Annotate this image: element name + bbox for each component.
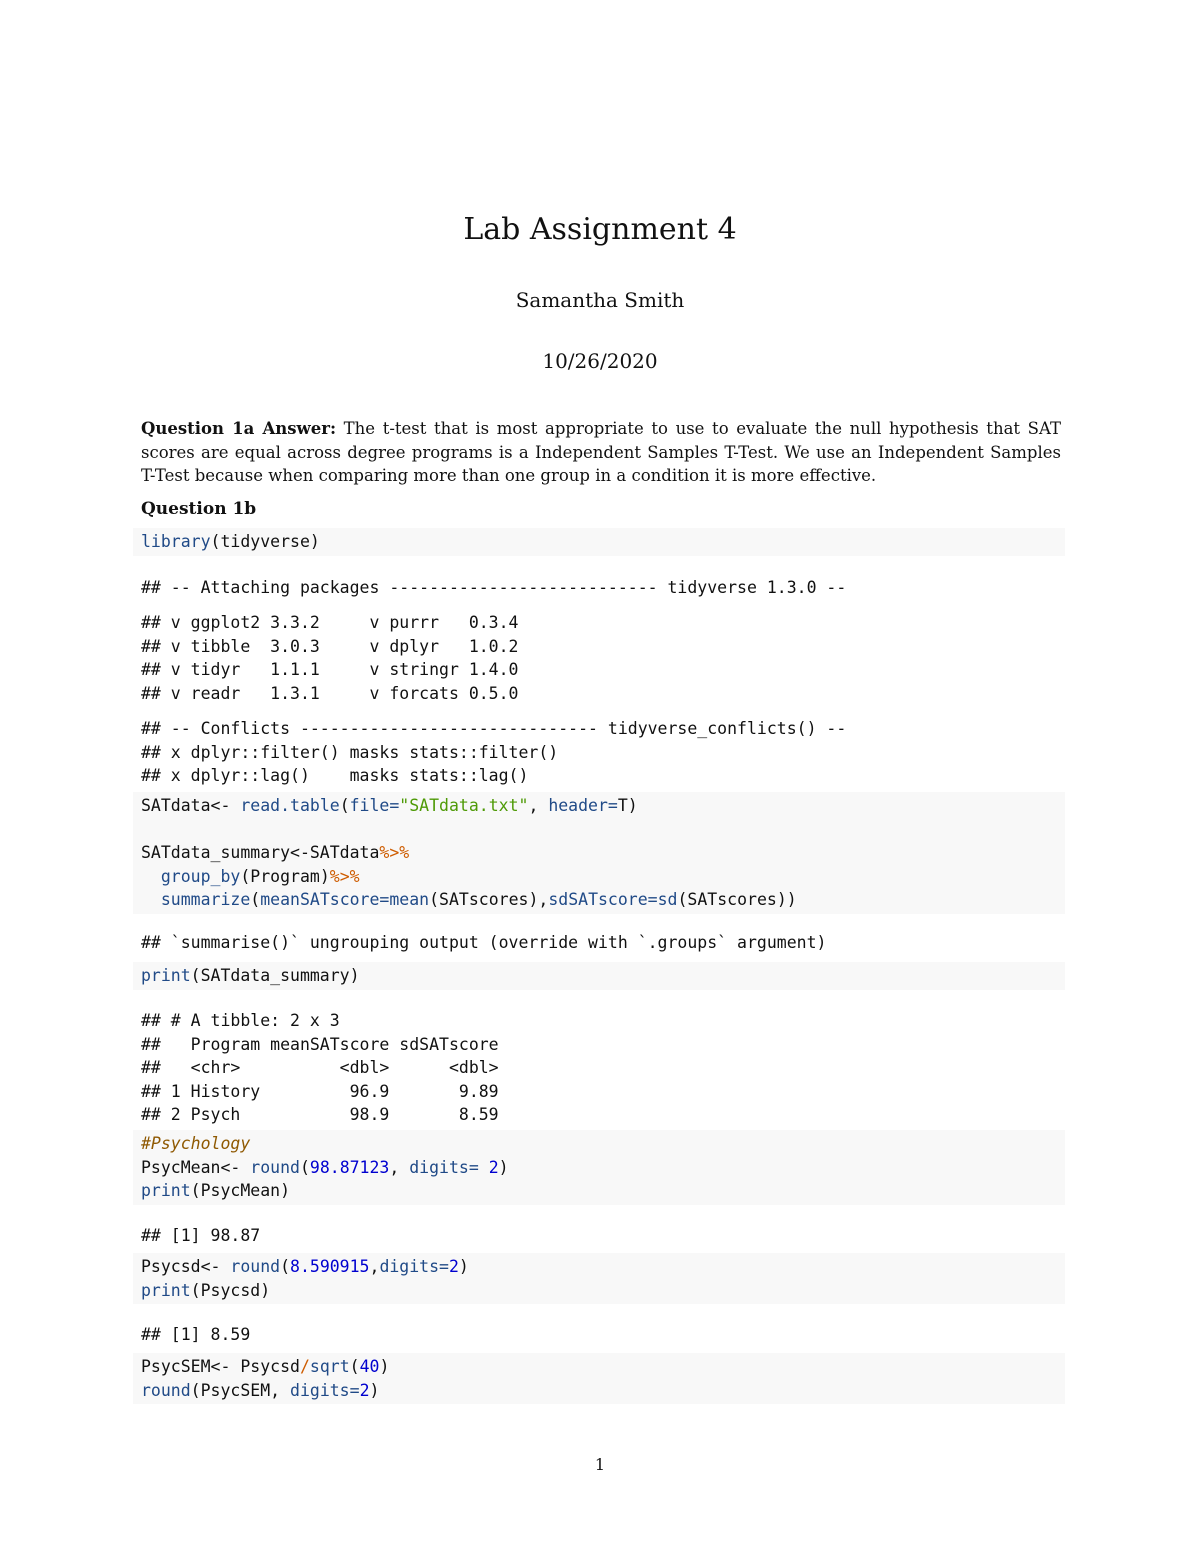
- code-token: (SATdata_summary): [190, 966, 360, 985]
- output-psych-mean: [141, 1224, 260, 1248]
- code-chunk-psych-mean: [133, 1130, 1065, 1205]
- page-number: 1: [594, 1455, 606, 1474]
- question-1b-heading: Question 1b: [141, 499, 257, 519]
- code-token: T): [617, 796, 638, 815]
- question-1a-paragraph: [141, 417, 1061, 488]
- code-token: (: [349, 1357, 360, 1376]
- code-token: 2: [488, 1157, 499, 1177]
- output-attaching-packages: [141, 576, 846, 600]
- output-line: ## x dplyr::filter() masks stats::filter(): [141, 742, 559, 762]
- output-line: ## 2 Psych 98.9 8.59: [141, 1105, 499, 1124]
- document-date: 10/26/2020: [542, 349, 658, 373]
- code-token: 8.590915: [290, 1257, 370, 1276]
- code-token: round: [250, 1157, 300, 1177]
- code-token: SATdata_summary<-SATdata: [141, 843, 380, 862]
- output-line: ## `summarise()` ungrouping output (override with `.groups` argument): [141, 933, 827, 952]
- code-token: ): [379, 1357, 390, 1376]
- code-token: digits=: [290, 1380, 360, 1400]
- output-line: ## v readr 1.3.1 v forcats 0.5.0: [141, 683, 519, 703]
- output-line: ## [1] 8.59: [141, 1325, 251, 1344]
- code-token: (PsycSEM,: [190, 1380, 291, 1400]
- code-token: (PsycMean): [190, 1181, 291, 1200]
- code-token: read.table: [240, 796, 340, 815]
- code-token: SATdata<-: [141, 796, 241, 815]
- code-token: (Psycsd): [190, 1280, 271, 1300]
- code-token: round: [141, 1380, 191, 1400]
- code-token: 2: [359, 1380, 370, 1400]
- code-chunk-read-summary: [133, 792, 1065, 914]
- code-token: /: [299, 1357, 310, 1376]
- document-title: Lab Assignment 4: [463, 212, 737, 247]
- code-token: library: [141, 532, 211, 551]
- code-token: header=: [548, 796, 618, 815]
- output-line: ## <chr> <dbl> <dbl>: [141, 1058, 499, 1077]
- code-chunk-psych-sem: [133, 1353, 1065, 1404]
- code-token: ): [369, 1380, 380, 1400]
- code-token: ,: [528, 796, 549, 815]
- document-author: Samantha Smith: [515, 288, 685, 312]
- code-token: (: [299, 1157, 310, 1177]
- code-token: sdSATscore=: [548, 890, 658, 909]
- code-token: ,: [369, 1257, 380, 1276]
- code-token: (SATscores)): [677, 890, 797, 909]
- output-package-versions: [141, 611, 519, 705]
- code-token: file=: [349, 796, 400, 815]
- code-token: sd: [657, 890, 678, 909]
- code-token: meanSATscore=: [260, 890, 390, 909]
- code-token: [141, 890, 161, 909]
- code-token: ): [498, 1157, 509, 1177]
- output-line: ## Program meanSATscore sdSATscore: [141, 1034, 499, 1054]
- code-token: (SATscores),: [429, 890, 549, 909]
- code-comment: #Psychology: [141, 1134, 251, 1153]
- code-token: (: [280, 1257, 291, 1276]
- code-chunk-psych-sd: [133, 1253, 1065, 1304]
- output-line: ## -- Conflicts ------------------------------ tidyverse_conflicts() --: [141, 719, 847, 738]
- code-token: (Program): [240, 866, 330, 886]
- code-token: summarize: [160, 890, 251, 909]
- code-chunk-library: [133, 528, 1065, 556]
- code-token: print: [141, 966, 191, 985]
- code-token: round: [230, 1257, 281, 1276]
- code-token: [479, 1158, 489, 1177]
- code-token: (: [339, 796, 350, 815]
- output-tibble: [141, 1009, 499, 1127]
- code-token: print: [141, 1181, 191, 1200]
- output-line: ## v ggplot2 3.3.2 v purrr 0.3.4: [141, 613, 519, 632]
- code-token: (: [250, 890, 261, 909]
- code-token: Psycsd<-: [141, 1257, 231, 1276]
- code-token: PsycMean<-: [141, 1157, 251, 1177]
- code-token: ): [458, 1257, 469, 1276]
- code-token: digits=: [409, 1157, 479, 1177]
- question-1a-answer: The t-test that is most appropriate to use to evaluate the null hypothesis that SAT scores are equal across degree programs is a Independent Samples T-Test. We use an Independent Samples T-Test because when comparing more than one group in a condition it is more effective.: [141, 419, 1061, 485]
- code-token: ,: [389, 1157, 410, 1177]
- output-line: ## -- Attaching packages --------------------------- tidyverse 1.3.0 --: [141, 578, 847, 597]
- code-token: print: [141, 1280, 191, 1300]
- output-line: ## [1] 98.87: [141, 1226, 261, 1245]
- output-line: ## # A tibble: 2 x 3: [141, 1011, 340, 1030]
- code-token: "SATdata.txt": [399, 796, 529, 815]
- output-line: ## x dplyr::lag() masks stats::lag(): [141, 766, 529, 785]
- code-token: PsycSEM<- Psycsd: [141, 1357, 300, 1376]
- code-token: 40: [359, 1357, 380, 1376]
- output-line: ## v tidyr 1.1.1 v stringr 1.4.0: [141, 660, 519, 679]
- code-token: 2: [448, 1257, 459, 1276]
- code-token: sqrt: [309, 1357, 350, 1376]
- code-token: (tidyverse): [210, 532, 320, 551]
- output-line: ## 1 History 96.9 9.89: [141, 1081, 499, 1101]
- output-line: ## v tibble 3.0.3 v dplyr 1.0.2: [141, 636, 519, 656]
- code-token: digits=: [379, 1257, 449, 1276]
- question-1a-label: Question 1a Answer:: [141, 419, 337, 438]
- code-token: [141, 867, 161, 886]
- code-token: mean: [389, 890, 430, 909]
- code-token: 98.87123: [309, 1157, 390, 1177]
- code-token: %>%: [329, 866, 360, 886]
- code-token: group_by: [160, 866, 241, 886]
- output-conflicts: [141, 717, 846, 788]
- code-token: %>%: [379, 843, 410, 862]
- output-psych-sd: [141, 1323, 250, 1347]
- code-chunk-print-summary: [133, 962, 1065, 990]
- output-summarise-message: [141, 931, 826, 955]
